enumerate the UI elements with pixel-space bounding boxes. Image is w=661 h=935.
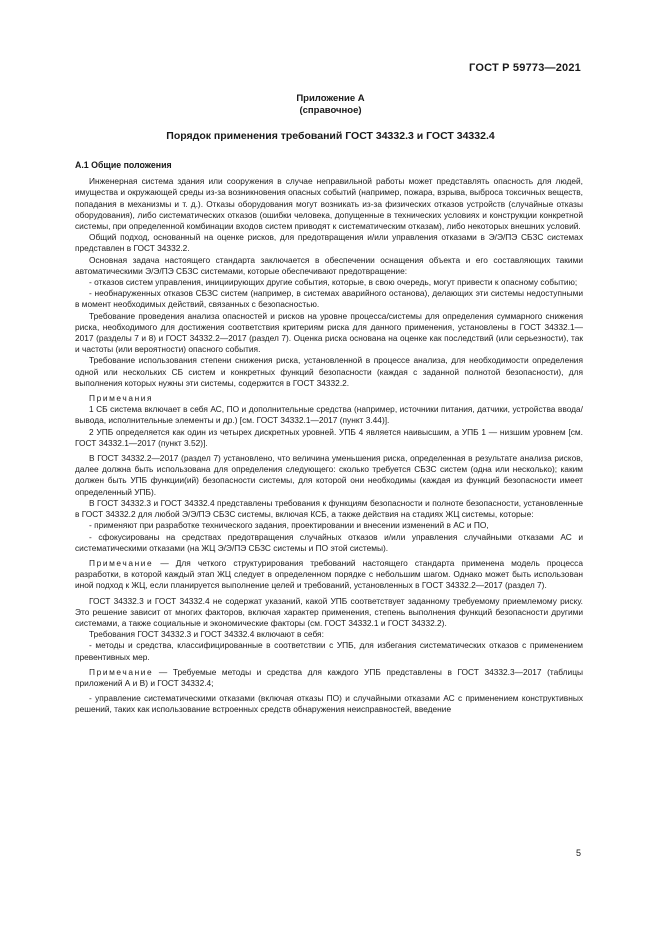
paragraph: ГОСТ 34332.3 и ГОСТ 34332.4 не содержат указаний, какой УПБ соответствует заданному требуемому приемлемому риску. Это решение зависит от многих факторов, включая характер применения, степень выполнения функций безопасности другими системами, а также социальные и экономические факторы (см. ГОСТ 34332.1 и ГОСТ 34332.2).	[75, 595, 583, 628]
annex-title	[0, 93, 661, 117]
list-item: - применяют при разработке технического задания, проектировании и внесении изменений в АС и ПО,	[89, 520, 489, 531]
list-item: - сфокусированы на средствах предотвращения случайных отказов и/или управления случайными отказами АС и систематическими отказами (на ЖЦ Э/Э/ПЭ СБЗС системы и ПО этой системы).	[75, 531, 583, 553]
paragraph: Требование использования степени снижения риска, установленной в процессе анализа, для необходимости определения одной или нескольких СБ систем и конкретных функций безопасности (каждая с заданной полнотой безопасности), для выполнения которых нужны эти системы, содержится в ГОСТ 34332.2.	[75, 355, 583, 388]
list-item: - методы и средства, классифицированные в соответствии с УПБ, для избегания систематических отказов с применением превентивных мер.	[75, 640, 583, 662]
annex-heading: Порядок применения требований ГОСТ 34332.3 и ГОСТ 34332.4	[166, 130, 495, 142]
paragraph: Основная задача настоящего стандарта заключается в обеспечении оснащения объекта и его составляющих такими автоматическими Э/Э/ПЭ СБЗС системами, которые обеспечивают предотвращение:	[75, 254, 583, 276]
note: 2 УПБ определяется как один из четырех дискретных уровней. УПБ 4 является наивысшим, а УПБ 1 — низшим уровнем [см. ГОСТ 34332.1—2017 (пункт 3.52)].	[75, 426, 583, 448]
paragraph: Инженерная система здания или сооружения в случае неправильной работы может представлять опасность для людей, имущества и окружающей среды из-за возникновения опасных событий (например, пожара, взрыва, выброса токсичных веществ, попадания в механизмы и т. д.). Отказы оборудования могут возникать из-за физических отказов устройств (случайные отказы оборудования), либо систематических отказов (ошибки человека, допущенные в технических условиях и конструкции конкретной системы, при определенной комбинации входов систем приводят к систематическим отказам), либо некоторых внешних условий.	[75, 176, 583, 232]
notes-label-text: Примечания	[89, 393, 154, 404]
paragraph: В ГОСТ 34332.3 и ГОСТ 34332.4 представлены требования к функциям безопасности и полноте безопасности, установленные в ГОСТ 34332.2 для любой Э/Э/ПЭ СБЗС системы, включая КСБ, а также действия на стадиях ЖЦ системы, которые:	[75, 497, 583, 520]
note	[75, 558, 583, 592]
note-text: — Для четкого структурирования требований настоящего стандарта применена модель процесса разработки, в которой каждый этап ЖЦ следует в определенном порядке с небольшим шагом. Однако может быть использован иной подход к ЖЦ, если планируется выполнение целей и требований, установленных в ГОСТ 34332.2—2017 (раздел 7).	[75, 557, 583, 591]
standard-code: ГОСТ Р 59773—2021	[469, 62, 581, 74]
note	[75, 667, 583, 689]
note: 1 СБ система включает в себя АС, ПО и дополнительные средства (например, источники питания, датчики, устройства ввода/вывода, исполнительные элементы и др.) [см. ГОСТ 34332.1—2017 (пункт 3.44)].	[75, 404, 583, 426]
annex-type: (справочное)	[299, 105, 362, 116]
paragraph: Требование проведения анализа опасностей и рисков на уровне процесса/системы для определения суммарного снижения риска, необходимого для достижения соответствия критериям риска для данного применения, установлены в ГОСТ 34332.1—2017 (разделы 7 и 8) и ГОСТ 34332.2—2017 (раздел 7). Оценка риска основана на оценке как последствий (или серьезности), так и частоты (или вероятности) опасного события.	[75, 310, 583, 355]
paragraph: Общий подход, основанный на оценке рисков, для предотвращения и/или управления отказами в Э/Э/ПЭ СБЗС системах представлен в ГОСТ 34332.2.	[75, 232, 583, 254]
paragraph: Требования ГОСТ 34332.3 и ГОСТ 34332.4 включают в себя:	[89, 629, 324, 640]
note-text: — Требуемые методы и средства для каждого УПБ представлены в ГОСТ 34332.3—2017 (таблицы приложений А и В) и ГОСТ 34332.4;	[75, 666, 583, 688]
notes-label	[75, 393, 583, 404]
note-label: Примечание	[89, 666, 154, 677]
list-item: - управление систематическими отказами (включая отказы ПО) и случайными отказами АС с применением конструктивных решений, таких как использование встроенных средств обнаружения неисправностей, введение	[75, 693, 583, 715]
paragraph: В ГОСТ 34332.2—2017 (раздел 7) установлено, что величина уменьшения риска, определенная в результате анализа рисков, далее должна быть использована для определения следующего: сколько требуется СБЗС систем (одна или несколько); каким должен быть УПБ функции(ий) безопасности системы, для которой они необходимы (каждая из функций безопасности имеет определенный УПБ).	[75, 453, 583, 497]
document-body	[75, 160, 583, 716]
page-number: 5	[575, 848, 581, 858]
section-title: А.1 Общие положения	[75, 160, 172, 170]
list-item: - необнаруженных отказов СБЗС систем (например, в системах аварийного останова), делающих эти системы недоступными в момент необходимых действий, связанных с безопасностью.	[75, 288, 583, 310]
note-label: Примечание	[89, 557, 154, 568]
list-item: - отказов систем управления, инициирующих другие события, которые, в свою очередь, могут привести к опасному событию;	[89, 277, 578, 288]
annex-label: Приложение А	[296, 93, 365, 104]
